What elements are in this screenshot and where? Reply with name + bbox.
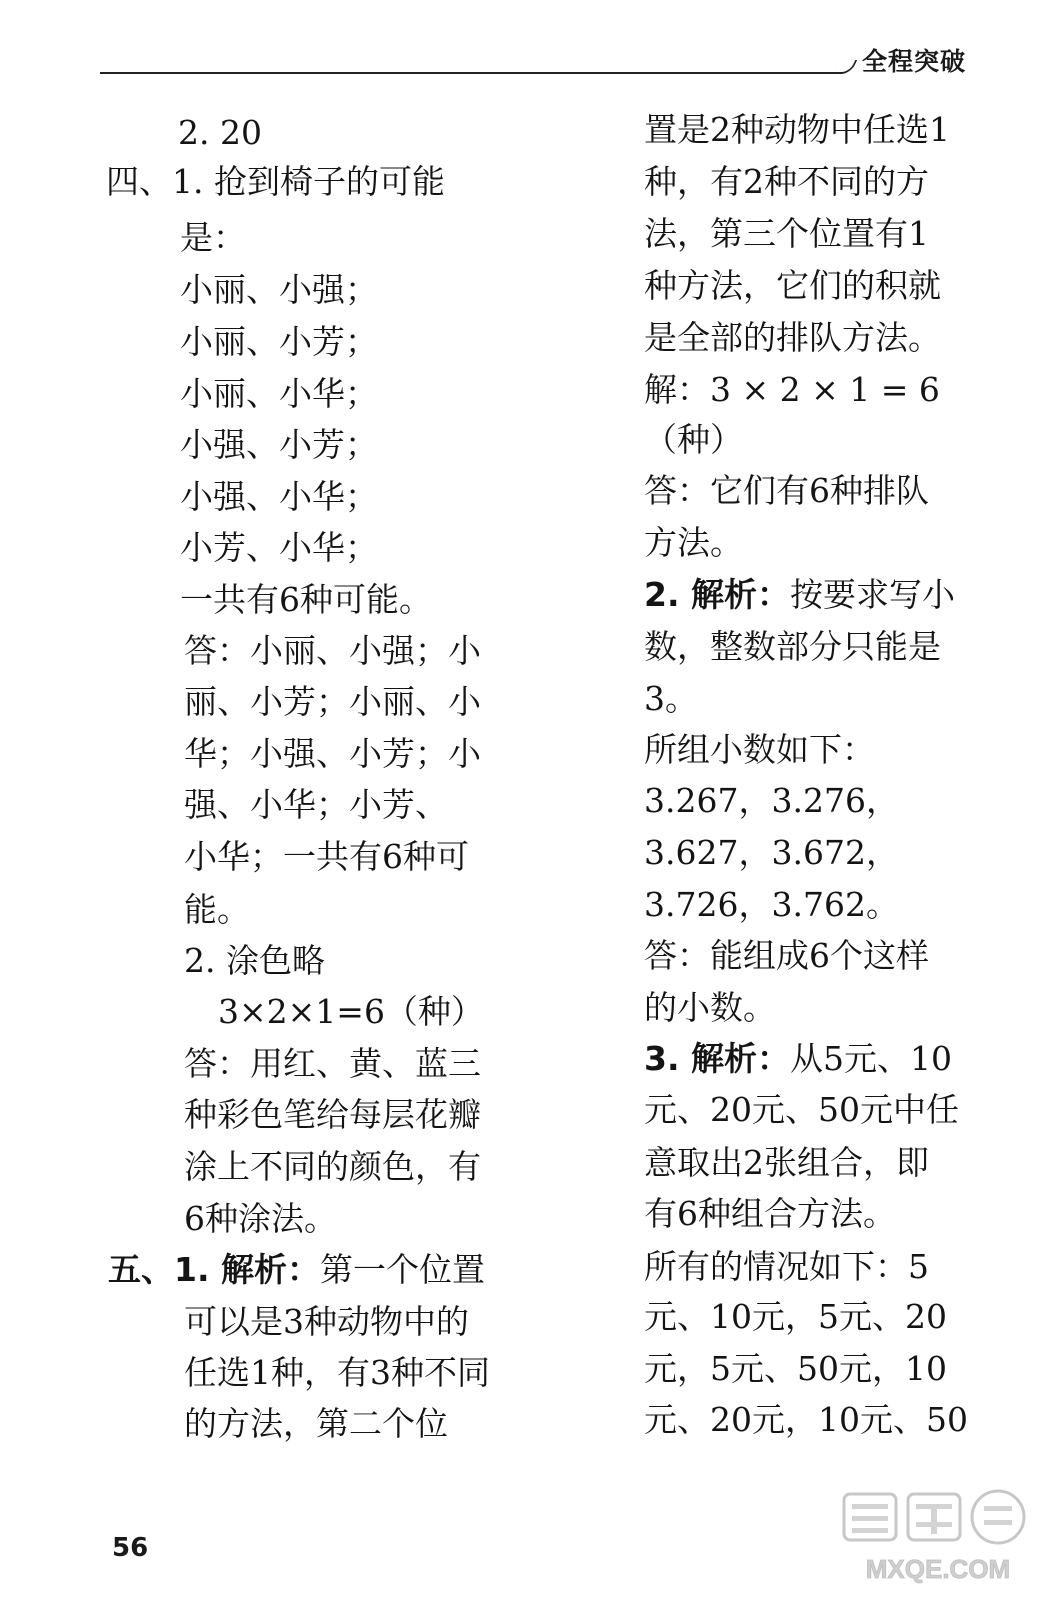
line-text: 种方法，它们的积就 — [644, 266, 941, 305]
text-line — [180, 270, 378, 310]
line-text: 元、20元、50元中任 — [644, 1090, 959, 1129]
text-line — [108, 1250, 485, 1290]
text-line — [184, 1147, 481, 1187]
line-text: 数，整数部分只能是 — [644, 627, 941, 666]
line-text: 元、20元，10元、50 — [644, 1400, 968, 1439]
line-text: 意取出2张组合，即 — [644, 1143, 929, 1182]
text-line — [644, 1143, 929, 1183]
text-line — [644, 1349, 947, 1389]
line-text: 所组小数如下： — [644, 730, 875, 769]
line-text: 按要求写小 — [790, 575, 955, 614]
text-line — [184, 1199, 337, 1239]
text-line — [644, 1297, 947, 1337]
text-line — [184, 785, 448, 825]
line-text: 3.267，3.276， — [644, 781, 899, 820]
text-line — [184, 1095, 481, 1135]
text-line — [184, 890, 250, 930]
text-line — [218, 992, 484, 1032]
line-text: 答：它们有6种排队 — [644, 471, 929, 510]
line-text: 任选1种，有3种不同 — [184, 1353, 490, 1392]
line-text: 小强、小芳； — [180, 425, 378, 464]
line-text: 小华；一共有6种可 — [184, 837, 469, 876]
text-line — [106, 162, 445, 202]
text-line — [644, 627, 941, 667]
line-text: （种） — [644, 420, 743, 459]
line-text: 所有的情况如下：5 — [644, 1247, 929, 1286]
text-line — [644, 318, 941, 358]
line-text: 的小数。 — [644, 988, 776, 1027]
line-text: 小芳、小华； — [180, 528, 378, 567]
line-text: 有6种组合方法。 — [644, 1194, 896, 1233]
line-text: 元、10元，5元、20 — [644, 1297, 947, 1336]
text-line — [180, 322, 378, 362]
section-lead: 五、1. 解析： — [108, 1250, 320, 1289]
text-line — [644, 988, 776, 1028]
text-line — [184, 1404, 448, 1444]
line-text: 小强、小华； — [180, 477, 378, 516]
text-line — [644, 110, 950, 150]
line-text: 是： — [180, 218, 246, 257]
text-line — [644, 1090, 959, 1130]
line-text: 答：小丽、小强；小 — [184, 631, 481, 670]
line-text: 能。 — [184, 890, 250, 929]
line-text: 3.627，3.672， — [644, 833, 899, 872]
text-line — [180, 374, 378, 414]
text-line — [644, 833, 899, 873]
text-line — [644, 1039, 952, 1079]
text-line — [184, 941, 325, 981]
text-line — [184, 1044, 481, 1084]
line-text: 是全部的排队方法。 — [644, 318, 941, 357]
text-line — [180, 425, 378, 465]
text-line — [178, 113, 262, 153]
text-line — [644, 214, 929, 254]
line-text: 四、1. 抢到椅子的可能 — [106, 162, 445, 201]
line-text: 华；小强、小芳；小 — [184, 734, 481, 773]
section-lead: 2. 解析： — [644, 575, 790, 614]
text-line — [644, 936, 929, 976]
line-text: 可以是3种动物中的 — [184, 1302, 469, 1341]
text-line — [180, 218, 246, 258]
text-line — [184, 1353, 490, 1393]
line-text: 小丽、小华； — [180, 374, 378, 413]
text-line — [184, 734, 481, 774]
line-text: 一共有6种可能。 — [180, 580, 432, 619]
text-line — [184, 1302, 469, 1342]
text-line — [644, 370, 940, 410]
line-text: 小丽、小芳； — [180, 322, 378, 361]
line-text: 3×2×1=6（种） — [218, 992, 484, 1031]
line-text: 的方法，第二个位 — [184, 1404, 448, 1443]
text-line — [184, 682, 481, 722]
text-line — [644, 1194, 896, 1234]
line-text: 6种涂法。 — [184, 1199, 337, 1238]
text-line — [644, 730, 875, 770]
text-line — [644, 781, 899, 821]
line-text: 答：能组成6个这样 — [644, 936, 929, 975]
line-text: 3.726，3.762。 — [644, 885, 899, 924]
line-text: 方法。 — [644, 523, 743, 562]
line-text: 从5元、10 — [790, 1039, 952, 1078]
line-text: 丽、小芳；小丽、小 — [184, 682, 481, 721]
line-text: 第一个位置 — [320, 1250, 485, 1289]
text-line — [644, 471, 929, 511]
watermark-logo — [838, 1488, 1038, 1592]
line-text: 2. 20 — [178, 113, 262, 152]
header-hook-decoration — [835, 60, 858, 74]
text-line — [644, 420, 743, 460]
line-text: 解：3 × 2 × 1 = 6 — [644, 370, 940, 409]
text-line — [644, 575, 955, 615]
line-text: 3。 — [644, 679, 698, 718]
text-line — [644, 885, 899, 925]
text-line — [644, 162, 929, 202]
line-text: 元，5元、50元，10 — [644, 1349, 947, 1388]
text-line — [644, 679, 698, 719]
section-lead: 3. 解析： — [644, 1039, 790, 1078]
text-line — [644, 523, 743, 563]
text-line — [644, 266, 941, 306]
line-text: 涂上不同的颜色，有 — [184, 1147, 481, 1186]
text-line — [644, 1400, 968, 1440]
watermark-text: MXQE.COM — [865, 1554, 1011, 1584]
line-text: 法，第三个位置有1 — [644, 214, 929, 253]
line-text: 强、小华；小芳、 — [184, 785, 448, 824]
line-text: 置是2种动物中任选1 — [644, 110, 950, 149]
text-line — [180, 528, 378, 568]
line-text: 种彩色笔给每层花瓣 — [184, 1095, 481, 1134]
text-line — [184, 837, 469, 877]
header-title: 全程突破 — [862, 47, 967, 76]
header-rule — [100, 72, 842, 74]
line-text: 答：用红、黄、蓝三 — [184, 1044, 481, 1083]
page-number: 56 — [112, 1533, 149, 1563]
text-line — [180, 477, 378, 517]
text-line — [184, 631, 481, 671]
text-line — [644, 1247, 929, 1287]
line-text: 种，有2种不同的方 — [644, 162, 929, 201]
line-text: 小丽、小强； — [180, 270, 378, 309]
text-line — [180, 580, 432, 620]
line-text: 2. 涂色略 — [184, 941, 325, 980]
